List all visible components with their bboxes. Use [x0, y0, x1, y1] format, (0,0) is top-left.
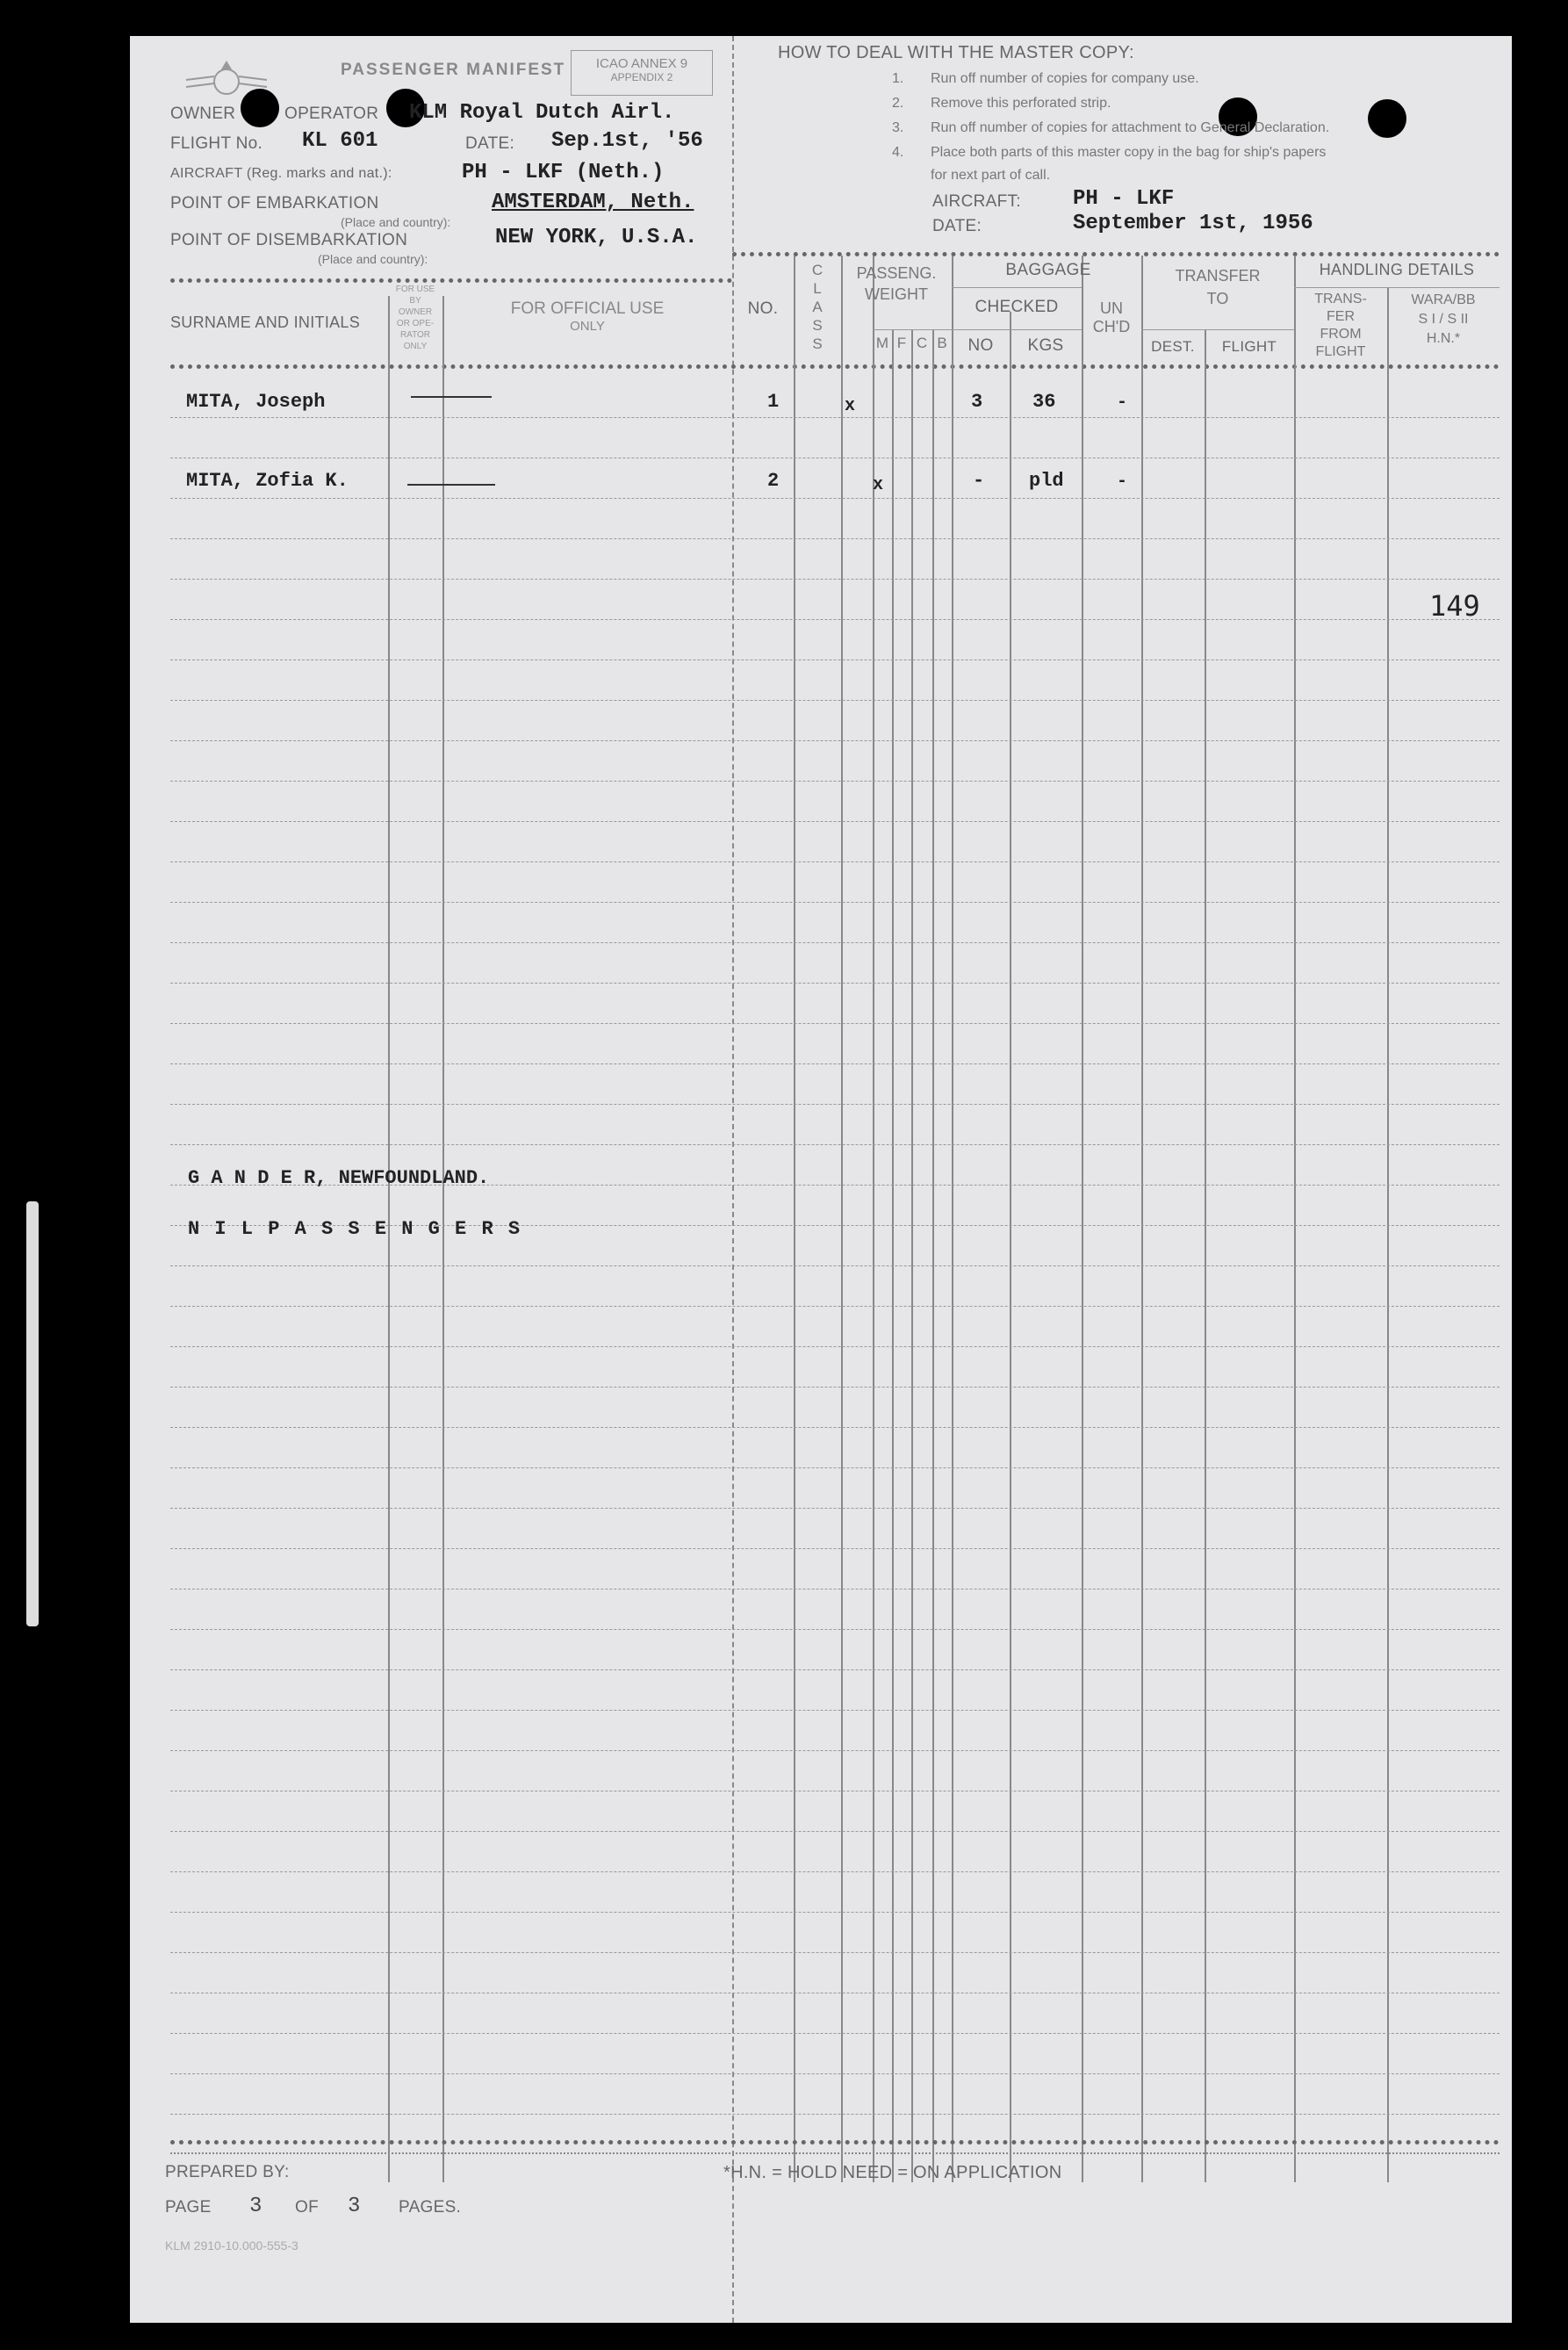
form-code: KLM 2910-10.000-555-3 [165, 2238, 298, 2253]
instruction-text: Place both parts of this master copy in the bag for ship's papers [931, 145, 1327, 160]
flight-value: KL 601 [302, 129, 378, 153]
row-rule [170, 861, 1500, 862]
row-rule [170, 2073, 1500, 2074]
col-sex-b: B [937, 335, 947, 351]
col-passeng-line: WEIGHT [865, 285, 928, 303]
instruction-number: 2. [892, 96, 904, 111]
header-top-rule [170, 278, 732, 283]
date-value: Sep.1st, '56 [551, 129, 703, 153]
row-rule [170, 821, 1500, 822]
col-dest-header: DEST. [1151, 338, 1195, 355]
passenger-2-name: MITA, Zofia K. [186, 470, 349, 492]
col-sex-c: C [916, 335, 928, 351]
instruction-item [892, 96, 1489, 120]
disembark-sub: (Place and country): [318, 252, 428, 266]
passenger-2-bag-no: - [973, 470, 985, 492]
manifest-sheet [130, 36, 1512, 2323]
name-underline [411, 396, 492, 398]
icao-stamp-line2: APPENDIX 2 [610, 71, 673, 83]
col-wara-header [1387, 291, 1500, 349]
embark-value: AMSTERDAM, Neth. [492, 191, 694, 214]
row-rule [170, 902, 1500, 903]
row-rule [170, 1265, 1500, 1266]
col-sex-m: M [875, 335, 889, 351]
gander-note: G A N D E R, NEWFOUNDLAND. [188, 1167, 490, 1189]
col-owner-use-line: ONLY [403, 342, 428, 351]
row-rule [170, 619, 1500, 620]
instructions-list [892, 71, 1489, 184]
col-class-header [794, 261, 841, 353]
row-rule [170, 2114, 1500, 2115]
embark-label: POINT OF EMBARKATION [170, 194, 379, 213]
passenger-1-sex-m: x [845, 396, 856, 416]
row-rule [170, 1952, 1500, 1953]
passenger-2-sex-f: x [873, 475, 884, 495]
col-transfer-from-line: FROM [1320, 327, 1362, 342]
row-rule [170, 1427, 1500, 1428]
col-owner-use-line: RATOR [399, 330, 431, 340]
row-rule [170, 781, 1500, 782]
icao-stamp-line1: ICAO ANNEX 9 [595, 56, 688, 71]
column-line [911, 329, 913, 2182]
subheader-rule [1294, 287, 1500, 288]
row-rule [170, 538, 1500, 539]
row-rule [170, 1831, 1500, 1832]
column-line [1387, 287, 1389, 2182]
scan-edge-mark [26, 1201, 39, 1626]
col-official-line: FOR OFFICIAL USE [510, 299, 665, 318]
date-label: DATE: [465, 134, 515, 153]
row-rule [170, 1710, 1500, 1711]
flight-label: FLIGHT No. [170, 134, 263, 153]
owner-value: KLM Royal Dutch Airl. [409, 101, 675, 125]
row-rule [170, 579, 1500, 580]
disembark-label: POINT OF DISEMBARKATION [170, 231, 408, 249]
klm-logo-icon [183, 54, 270, 106]
row-rule [170, 1387, 1500, 1388]
col-bag-no-header: NO [967, 336, 994, 355]
column-line [794, 256, 795, 2182]
subheader-rule [952, 287, 1082, 288]
instruction-item [892, 145, 1489, 168]
col-official-line: ONLY [570, 319, 605, 334]
col-owner-use-line: BY [409, 296, 421, 306]
col-sex-f: F [896, 335, 907, 351]
column-line [1205, 329, 1206, 2182]
col-flight-header: FLIGHT [1221, 338, 1277, 355]
passenger-2-no: 2 [767, 470, 780, 492]
instruction-text-cont: for next part of call. [931, 168, 1051, 183]
instruction-text: Remove this perforated strip. [931, 96, 1111, 111]
prepared-by-label: PREPARED BY: [165, 2163, 290, 2181]
col-transfer-from-line: TRANS- [1314, 292, 1367, 306]
page-value: 3 [249, 2195, 263, 2218]
col-passeng-line: PASSENG. [856, 264, 937, 282]
of-label: OF [295, 2198, 319, 2217]
manifest-title: PASSENGER MANIFEST [341, 61, 566, 79]
subheader-rule [952, 329, 1082, 330]
row-rule [170, 1750, 1500, 1751]
instr-date-label: DATE: [932, 217, 982, 235]
row-rule [170, 1063, 1500, 1064]
col-transfer-header [1141, 264, 1294, 310]
row-rule [170, 1023, 1500, 1024]
instructions-title: HOW TO DEAL WITH THE MASTER COPY: [778, 43, 1134, 62]
row-rule [170, 1144, 1500, 1145]
col-official-header [442, 299, 732, 334]
hn-note: *H.N. = HOLD NEED = ON APPLICATION [723, 2163, 1062, 2182]
icao-stamp [571, 50, 713, 96]
instruction-item [892, 71, 1489, 96]
column-line [952, 256, 953, 2182]
instr-aircraft-label: AIRCRAFT: [932, 192, 1021, 211]
instruction-text: Run off number of copies for attachment to General Declaration. [931, 120, 1330, 135]
column-line [841, 256, 843, 2182]
header-bottom-rule [170, 364, 1500, 369]
column-line [892, 329, 894, 2182]
column-line [1294, 256, 1296, 2182]
instruction-number: 3. [892, 120, 904, 135]
col-wara-line: S I / S II [1418, 312, 1469, 327]
col-transfer-line: TRANSFER [1175, 267, 1261, 285]
operator-label: OPERATOR [284, 105, 379, 123]
owner-label: OWNER [170, 105, 236, 123]
name-underline [407, 484, 495, 486]
passenger-2-kgs: pld [1029, 470, 1064, 492]
page-stamp-number: 149 [1429, 589, 1480, 623]
col-class-letter: C [811, 262, 824, 278]
column-line [1141, 256, 1143, 2182]
row-rule [170, 740, 1500, 741]
col-unchd-line: UN [1100, 299, 1123, 317]
col-transfer-from-line: FLIGHT [1315, 344, 1366, 359]
row-rule [170, 1104, 1500, 1105]
col-checked-header: CHECKED [975, 298, 1059, 316]
passenger-1-kgs: 36 [1032, 391, 1056, 413]
col-baggage-header: BAGGAGE [1005, 261, 1091, 279]
instruction-item [892, 120, 1489, 145]
row-rule [170, 1467, 1500, 1468]
col-owner-use-line: FOR USE [395, 285, 435, 294]
footer-rule [170, 2152, 1500, 2154]
aircraft-value: PH - LKF (Neth.) [462, 161, 665, 184]
passenger-1-name: MITA, Joseph [186, 391, 326, 413]
nil-passengers-note: N I L P A S S E N G E R S [188, 1218, 522, 1240]
col-class-letter: L [813, 280, 822, 297]
embark-sub: (Place and country): [341, 215, 451, 229]
row-rule [170, 498, 1500, 499]
row-rule [170, 700, 1500, 701]
col-transfer-line: TO [1206, 290, 1229, 307]
row-rule [170, 1508, 1500, 1509]
of-value: 3 [348, 2195, 361, 2218]
row-rule [170, 1629, 1500, 1630]
passenger-2-unchd: - [1117, 472, 1128, 492]
row-rule [170, 1306, 1500, 1307]
col-owner-use-line: OWNER [398, 307, 433, 317]
column-line [1082, 256, 1083, 2182]
pages-label: PAGES. [399, 2198, 462, 2217]
row-rule [170, 1346, 1500, 1347]
instruction-number: 4. [892, 145, 904, 160]
col-wara-line: WARA/BB [1411, 292, 1476, 307]
col-sex-headers [873, 335, 952, 352]
col-unchd-line: CH'D [1092, 318, 1131, 335]
aircraft-label: AIRCRAFT (Reg. marks and nat.): [170, 166, 392, 181]
col-surname-header: SURNAME AND INITIALS [170, 314, 361, 331]
header-top-rule [732, 252, 1500, 256]
row-rule [170, 983, 1500, 984]
col-handling-header: HANDLING DETAILS [1319, 261, 1475, 278]
col-no-header: NO. [747, 299, 779, 318]
col-unchd-header [1082, 299, 1141, 336]
row-rule [170, 417, 1500, 418]
instruction-text: Run off number of copies for company use. [931, 71, 1199, 86]
col-transfer-from-header [1294, 291, 1387, 361]
row-rule [170, 1548, 1500, 1549]
passenger-1-bag-no: 3 [971, 391, 983, 413]
column-line [1010, 312, 1011, 2182]
col-passeng-header [841, 263, 952, 305]
col-transfer-from-line: FER [1327, 309, 1355, 324]
instr-aircraft-value: PH - LKF [1073, 187, 1175, 211]
footer-rule [170, 2140, 1500, 2145]
perforation-line [732, 36, 734, 2323]
column-line [932, 329, 934, 2182]
col-wara-line: H.N.* [1426, 331, 1461, 346]
col-owner-use-header [388, 284, 442, 352]
passenger-1-unchd: - [1117, 393, 1128, 413]
instruction-number: 1. [892, 71, 904, 86]
row-rule [170, 2033, 1500, 2034]
row-rule [170, 1912, 1500, 1913]
col-owner-use-line: OR OPE- [396, 319, 435, 328]
row-rule [170, 1871, 1500, 1872]
col-class-letter: A [812, 299, 823, 315]
passenger-1-no: 1 [767, 391, 780, 413]
col-kgs-header: KGS [1027, 336, 1064, 355]
column-line [873, 256, 874, 2182]
page-label: PAGE [165, 2198, 212, 2217]
col-class-letter: S [812, 317, 823, 334]
row-rule [170, 1669, 1500, 1670]
disembark-value: NEW YORK, U.S.A. [495, 226, 698, 249]
instr-date-value: September 1st, 1956 [1073, 212, 1313, 235]
col-class-letter: S [812, 335, 823, 352]
subheader-rule [1141, 329, 1294, 330]
row-rule [170, 942, 1500, 943]
